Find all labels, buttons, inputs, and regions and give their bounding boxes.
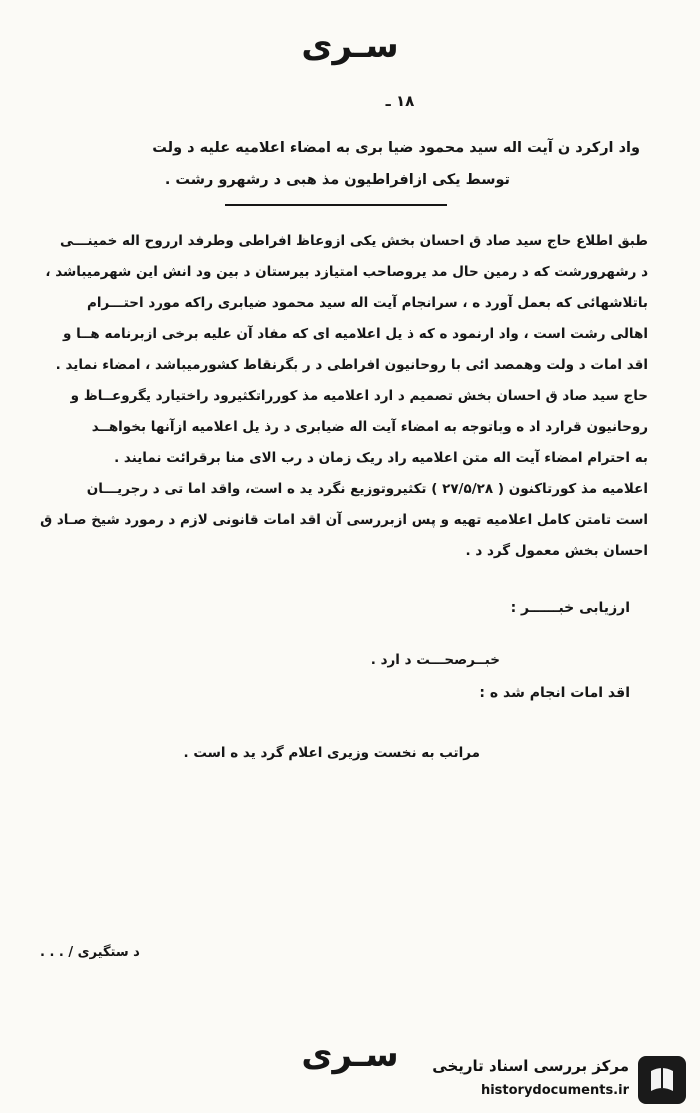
body-line: اهالی رشت است ، واد ارنمود ه که ذ یل اعلامیه ای که مفاد آن علیه برخی ازبرنامه هــا و <box>63 326 648 342</box>
signoff-note: د ستگیری / . . . <box>40 945 140 960</box>
document-number: ۱۸ ـ <box>385 92 415 110</box>
evaluation-label: ارزیابی خبــــــر : <box>510 600 630 616</box>
body-line: باتلاشهائی که بعمل آورد ه ، سرانجام آیت اله سید محمود ضیابری راکه مورد احتـــرام <box>87 295 648 311</box>
actions-label: اقد امات انجام شد ه : <box>479 685 630 701</box>
archive-logo-icon <box>637 1055 687 1105</box>
subject-line: توسط یکی ازافراطیون مذ هبی د رشهرو رشت . <box>164 172 510 188</box>
subject-underline <box>225 204 447 206</box>
body-line: د رشهرورشت که د رمین حال مد یروصاحب امتیازد بیرستان د بین ود انش این شهرمیباشد ، <box>45 264 648 280</box>
actions-value: مراتب به نخست وزیری اعلام گرد ید ه است . <box>183 745 480 761</box>
subject-line: واد ارکرد ن آیت اله سید محمود ضیا بری به امضاء اعلامیه علیه د ولت <box>152 140 640 156</box>
body-line: است تامتن کامل اعلامیه تهیه و پس ازبررسی آن اقد امات قانونی لازم د رمورد شیخ صـاد ق <box>40 512 648 528</box>
archive-url[interactable]: historydocuments.ir <box>480 1083 629 1098</box>
body-line: روحانیون قرارد اد ه وباتوجه به امضاء آیت اله ضیابری د رذ یل اعلامیه ازآنها بخواهــد <box>91 419 648 435</box>
archive-title: مرکز بررسی اسناد تاریخی <box>432 1057 629 1075</box>
body-line: حاج سید صاد ق احسان بخش تصمیم د ارد اعلامیه مذ کورراتکثیرود راختیارد یگروعــاظ و <box>70 388 648 404</box>
body-line: به احترام امضاء آیت اله متن اعلامیه راد ریک زمان د رب الای منا برقرائت نمایند . <box>114 450 648 466</box>
classification-footer: سـری <box>301 1035 399 1075</box>
evaluation-value: خبــرصحـــت د ارد . <box>370 652 500 668</box>
body-line: طبق اطلاع حاج سید صاد ق احسان بخش یکی ازوعاظ افراطی وطرفد ارروح اله خمینـــی <box>60 233 648 249</box>
body-line: احسان بخش معمول گرد د . <box>465 543 648 559</box>
classification-header: سـری <box>301 26 399 66</box>
archive-watermark <box>425 1055 687 1107</box>
body-line: اعلامیه مذ کورتاکنون ( ۲۷/۵/۲۸ ) تکثیروتوزیع نگرد ید ه است، واقد اما تی د رجریـــان <box>86 481 648 497</box>
body-line: اقد امات د ولت وهمصد ائی با روحانیون افراطی د ر بگرنقاط کشورمیباشد ، امضاء نماید . <box>55 357 648 373</box>
